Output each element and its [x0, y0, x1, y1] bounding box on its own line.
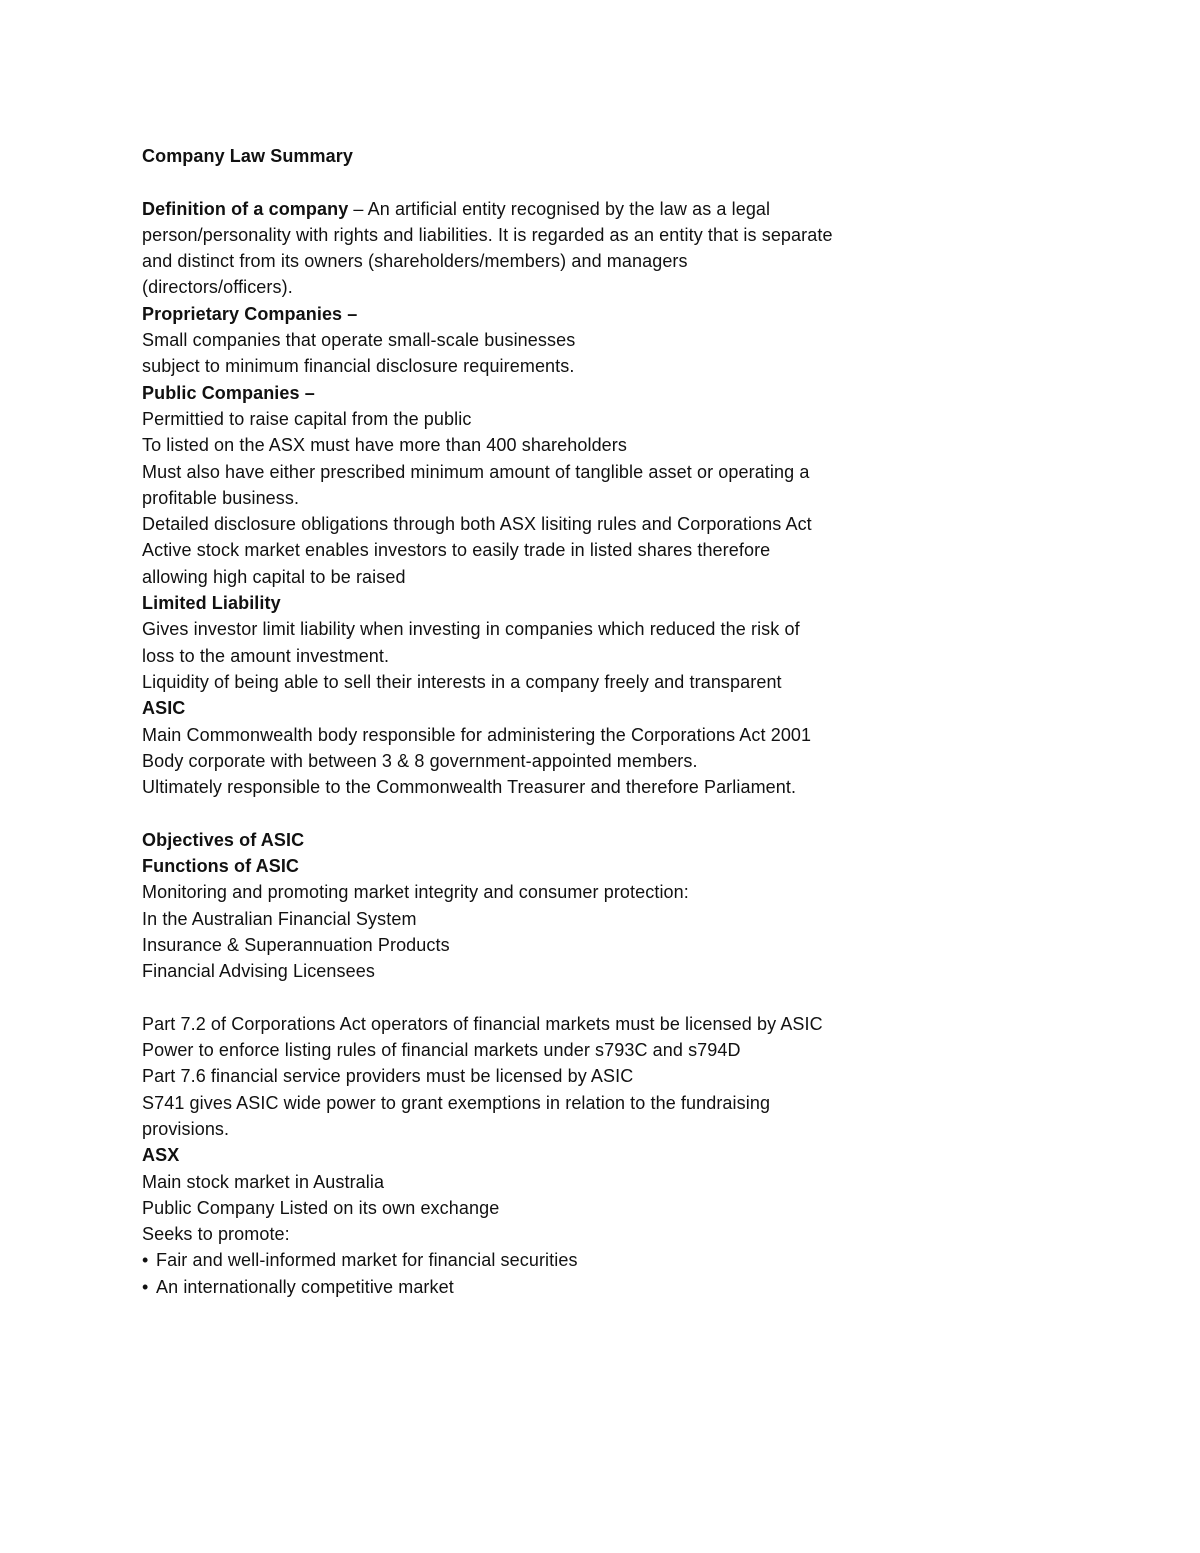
- text-line: Monitoring and promoting market integrity and consumer protection:: [142, 882, 689, 903]
- text-line: loss to the amount investment.: [142, 645, 390, 666]
- section-heading-asic: ASIC: [142, 698, 186, 719]
- text-line: Main stock market in Australia: [142, 1171, 385, 1192]
- section-heading-public: Public Companies –: [142, 382, 315, 403]
- text-line: profitable business.: [142, 487, 300, 508]
- bullet-item: • Fair and well-informed market for financial securities: [142, 1247, 1142, 1273]
- text-line: Seeks to promote:: [142, 1224, 290, 1245]
- text-line: provisions.: [142, 1118, 230, 1139]
- section-heading-objectives: Objectives of ASIC: [142, 829, 305, 850]
- text-line: subject to minimum financial disclosure requirements.: [142, 356, 575, 377]
- text-line: S741 gives ASIC wide power to grant exemptions in relation to the fundraising: [142, 1092, 771, 1113]
- definition-line: person/personality with rights and liabilities. It is regarded as an entity that is separate: [142, 224, 833, 245]
- text-line: Permittied to raise capital from the public: [142, 408, 472, 429]
- section-heading-asx: ASX: [142, 1145, 180, 1166]
- definition-line: Definition of a company – An artificial entity recognised by the law as a legal: [142, 198, 771, 219]
- text-line: Liquidity of being able to sell their interests in a company freely and transparent: [142, 671, 782, 692]
- text-line: Insurance & Superannuation Products: [142, 934, 450, 955]
- text-line: Small companies that operate small-scale businesses: [142, 330, 576, 351]
- section-heading-limited-liability: Limited Liability: [142, 593, 281, 614]
- text-line: Must also have either prescribed minimum amount of tanglible asset or operating a: [142, 461, 810, 482]
- text-line: Body corporate with between 3 & 8 government-appointed members.: [142, 750, 698, 771]
- definition-term: Definition of a company: [142, 198, 349, 219]
- text-line: allowing high capital to be raised: [142, 566, 406, 587]
- bullet-item: • An internationally competitive market: [142, 1274, 1142, 1300]
- section-heading-functions: Functions of ASIC: [142, 856, 300, 877]
- text-line: Detailed disclosure obligations through both ASX lisiting rules and Corporations Act: [142, 514, 812, 535]
- text-line: Part 7.6 financial service providers must be licensed by ASIC: [142, 1066, 634, 1087]
- section-heading-proprietary: Proprietary Companies –: [142, 303, 358, 324]
- text-line: Part 7.2 of Corporations Act operators of financial markets must be licensed by ASIC: [142, 1013, 823, 1034]
- text-line: In the Australian Financial System: [142, 908, 417, 929]
- text-line: Public Company Listed on its own exchange: [142, 1197, 500, 1218]
- text-line: Active stock market enables investors to easily trade in listed shares therefore: [142, 540, 771, 561]
- text-line: Financial Advising Licensees: [142, 961, 375, 982]
- text-line: Gives investor limit liability when investing in companies which reduced the risk of: [142, 619, 800, 640]
- document-page: [142, 143, 1142, 1300]
- text-line: To listed on the ASX must have more than 400 shareholders: [142, 435, 627, 456]
- bullet-icon: •: [142, 1276, 149, 1297]
- text-line: Main Commonwealth body responsible for administering the Corporations Act 2001: [142, 724, 812, 745]
- bullet-icon: •: [142, 1250, 149, 1271]
- document-title: Company Law Summary: [142, 146, 353, 166]
- text-line: Ultimately responsible to the Commonwealth Treasurer and therefore Parliament.: [142, 777, 797, 798]
- definition-line: (directors/officers).: [142, 277, 293, 298]
- definition-line: and distinct from its owners (shareholders/members) and managers: [142, 251, 688, 272]
- text-line: Power to enforce listing rules of financial markets under s793C and s794D: [142, 1040, 741, 1061]
